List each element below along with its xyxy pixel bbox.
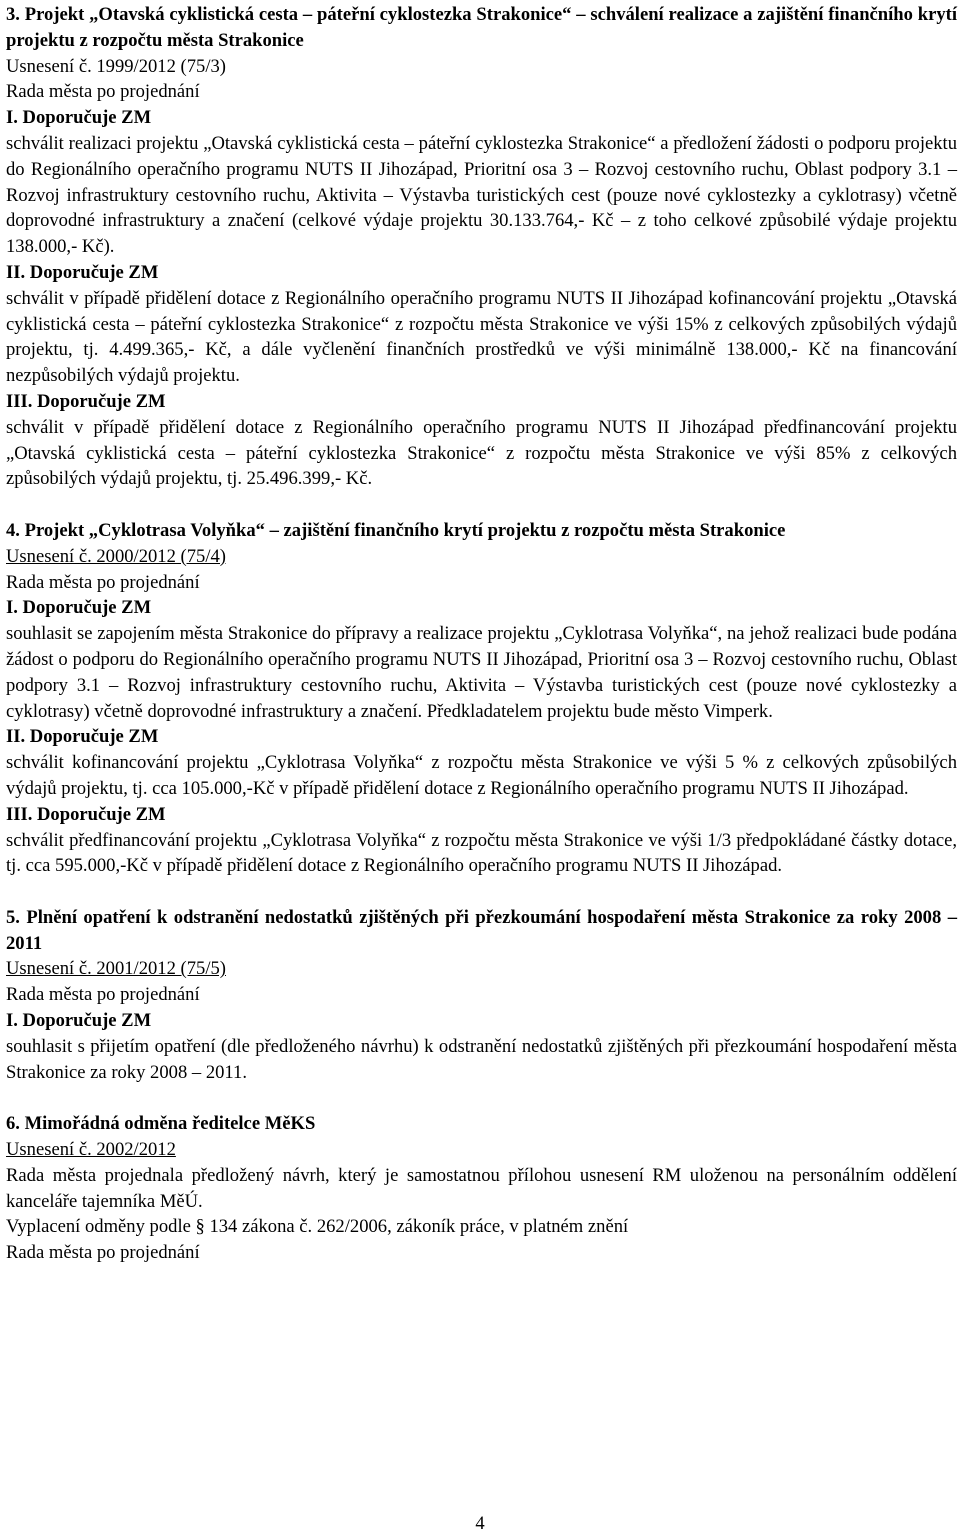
resolution-number: Usnesení č. 2000/2012 (75/4) (6, 545, 226, 567)
spacer (6, 879, 957, 905)
resolution-number: Usnesení č. 2002/2012 (6, 1139, 176, 1161)
recommendation-text: schválit předfinancování projektu „Cyklotrasa Volyňka“ z rozpočtu města Strakonice ve výši 1/3 předpokládané částky dotace, tj. cca 595.000,-Kč v případě přidělení dotace z Regionálního operačního programu NUTS II Jihozápad. (6, 829, 957, 877)
recommendation-text: schválit v případě přidělení dotace z Regionálního operačního programu NUTS II Jihozápad předfinancování projektu „Otavská cyklistická cesta – páteřní cyklostezka Strakonice“ z rozpočtu města Strakonice ve výši 85% z celkových způsobilých výdajů projektu, tj. 25.496.399,- Kč. (6, 416, 957, 490)
page-number: 4 (475, 1513, 485, 1534)
section-4 (6, 518, 957, 879)
resolution-number: Usnesení č. 2001/2012 (75/5) (6, 958, 226, 980)
council-line: Rada města po projednání (6, 984, 200, 1006)
section-heading: 3. Projekt „Otavská cyklistická cesta – páteřní cyklostezka Strakonice“ – schválení realizace a zajištění finančního krytí projektu z rozpočtu města Strakonice (6, 4, 957, 51)
recommendation-label: II. Doporučuje ZM (6, 261, 159, 283)
recommendation-text: schválit kofinancování projektu „Cyklotrasa Volyňka“ z rozpočtu města Strakonice ve výši 5 % z celkových způsobilých výdajů projektu, tj. cca 105.000,-Kč v případě přidělení dotace z Regionálního operačního programu NUTS II Jihozápad. (6, 752, 957, 799)
recommendation-label: I. Doporučuje ZM (6, 107, 152, 129)
recommendation-text: souhlasit s přijetím opatření (dle předloženého návrhu) k odstranění nedostatků zjištěných při přezkoumání hospodaření města Strakonice za roky 2008 – 2011. (6, 1035, 957, 1083)
resolution-paragraph: Rada města projednala předložený návrh, který je samostatnou přílohou usnesení RM uloženou na personálním oddělení kanceláře tajemníka MěÚ. (6, 1164, 957, 1212)
recommendation-text: schválit v případě přidělení dotace z Regionálního operačního programu NUTS II Jihozápad kofinancování projektu „Otavská cyklistická cesta – páteřní cyklostezka Strakonice“ z rozpočtu města Strakonice ve výši 15% z celkových způsobilých výdajů projektu, tj. 4.499.365,- Kč, a dále vyčlenění finančních prostředků ve výši minimálně 138.000,- Kč na financování nezpůsobilých výdajů projektu. (6, 287, 957, 387)
resolution-paragraph: Vyplacení odměny podle § 134 zákona č. 262/2006, zákoník práce, v platném znění (6, 1216, 629, 1238)
document-page (6, 2, 957, 1266)
recommendation-label: III. Doporučuje ZM (6, 390, 166, 412)
council-line: Rada města po projednání (6, 81, 200, 103)
section-heading: 6. Mimořádná odměna ředitelce MěKS (6, 1113, 316, 1135)
recommendation-text: souhlasit se zapojením města Strakonice do přípravy a realizace projektu „Cyklotrasa Volyňka“, na jehož realizaci bude podána žádost o podporu do Regionálního operačního programu NUTS II Jihozápad, Prioritní osa 3 – Rozvoj cestovního ruchu, Oblast podpory 3.1 – Rozvoj infrastruktury cestovního ruchu, Aktivita – Výstavba turistických cest (pouze nové cyklostezky a cyklotrasy) včetně doprovodné infrastruktury a značení. Předkladatelem projektu bude město Vimperk. (6, 623, 957, 722)
council-line: Rada města po projednání (6, 1242, 200, 1264)
council-line: Rada města po projednání (6, 571, 200, 593)
recommendation-label: I. Doporučuje ZM (6, 1010, 152, 1032)
section-3 (6, 2, 957, 492)
section-6 (6, 1111, 957, 1266)
recommendation-label: III. Doporučuje ZM (6, 803, 166, 825)
section-heading: 5. Plnění opatření k odstranění nedostatků zjištěných při přezkoumání hospodaření města Strakonice za roky 2008 – 2011 (6, 906, 957, 954)
recommendation-text: schválit realizaci projektu „Otavská cyklistická cesta – páteřní cyklostezka Strakonice“ a předložení žádosti o podporu projektu do Regionálního operačního programu NUTS II Jihozápad, Prioritní osa 3 – Rozvoj cestovního ruchu, Oblast podpory 3.1 – Rozvoj infrastruktury cestovního ruchu, Aktivita – Výstavba turistických cest (pouze nové cyklostezky a cyklotrasy) včetně doprovodné infrastruktury a značení (celkové výdaje projektu 30.133.764,- Kč – z toho celkové způsobilé výdaje projektu 138.000,- Kč). (6, 132, 957, 258)
spacer (6, 492, 957, 518)
section-5 (6, 905, 957, 1086)
resolution-number: Usnesení č. 1999/2012 (75/3) (6, 55, 226, 77)
section-heading: 4. Projekt „Cyklotrasa Volyňka“ – zajištění finančního krytí projektu z rozpočtu města Strakonice (6, 519, 786, 541)
recommendation-label: II. Doporučuje ZM (6, 726, 159, 748)
spacer (6, 1085, 957, 1111)
recommendation-label: I. Doporučuje ZM (6, 597, 152, 619)
